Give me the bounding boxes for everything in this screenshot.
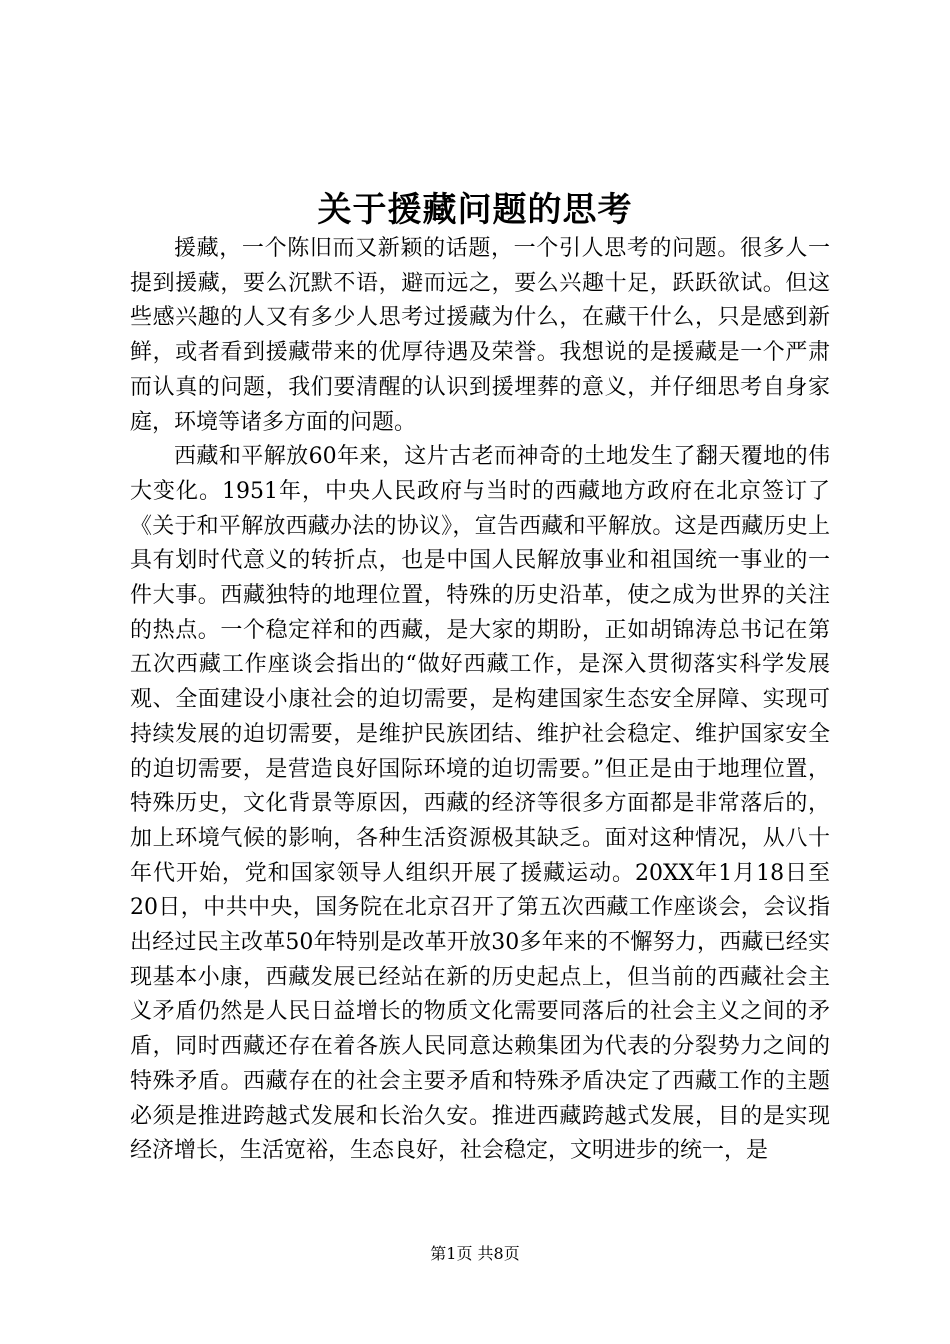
paragraph-1: 援藏，一个陈旧而又新颖的话题，一个引人思考的问题。很多人一提到援藏，要么沉默不语，避而远之，要么兴趣十足，跃跃欲试。但这些感兴趣的人又有多少人思考过援藏为什么，在藏干什么，只是感到新鲜，或者看到援藏带来的优厚待遇及荣誉。我想说的是援藏是一个严肃而认真的问题，我们要清醒的认识到援埋葬的意义，并仔细思考自身家庭，环境等诸多方面的问题。 bbox=[130, 236, 830, 435]
document-title: 关于援藏问题的思考 bbox=[317, 190, 633, 230]
page-footer: 第1页 共8页 bbox=[430, 1244, 520, 1263]
document-body bbox=[130, 232, 830, 1169]
paragraph-2: 西藏和平解放60年来，这片古老而神奇的土地发生了翻天覆地的伟大变化。1951年，中央人民政府与当时的西藏地方政府在北京签订了《关于和平解放西藏办法的协议》，宣告西藏和平解放。这是西藏历史上具有划时代意义的转折点，也是中国人民解放事业和祖国统一事业的一件大事。西藏独特的地理位置，特殊的历史沿革，使之成为世界的关注的热点。一个稳定祥和的西藏，是大家的期盼，正如胡锦涛总书记在第五次西藏工作座谈会指出的“做好西藏工作，是深入贯彻落实科学发展观、全面建设小康社会的迫切需要，是构建国家生态安全屏障、实现可持续发展的迫切需要，是维护民族团结、维护社会稳定、维护国家安全的迫切需要，是营造良好国际环境的迫切需要。”但正是由于地理位置，特殊历史，文化背景等原因，西藏的经济等很多方面都是非常落后的，加上环境气候的影响，各种生活资源极其缺乏。面对这种情况，从八十年代开始，党和国家领导人组织开展了援藏运动。20XX年1月18日至20日，中共中央，国务院在北京召开了第五次西藏工作座谈会，会议指出经过民主改革50年特别是改革开放30多年来的不懈努力，西藏已经实现基本小康，西藏发展已经站在新的历史起点上，但当前的西藏社会主义矛盾仍然是人民日益增长的物质文化需要同落后的社会主义之间的矛盾，同时西藏还存在着各族人民同意达赖集团为代表的分裂势力之间的特殊矛盾。西藏存在的社会主要矛盾和特殊矛盾决定了西藏工作的主题必须是推进跨越式发展和长治久安。推进西藏跨越式发展，目的是实现经济增长，生活宽裕，生态良好，社会稳定，文明进步的统一，是 bbox=[130, 444, 830, 1164]
